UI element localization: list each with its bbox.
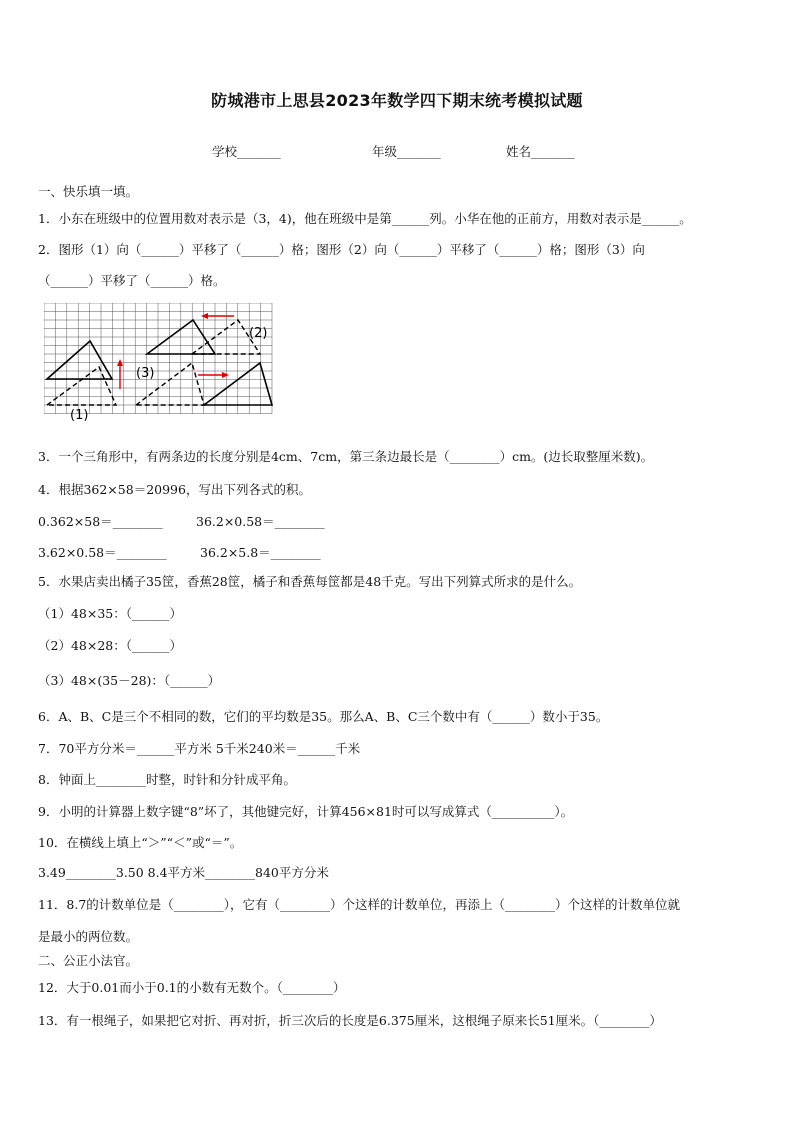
question-2-line-1: 2．图形（1）向（______）平移了（______）格；图形（2）向（______）平移了（______）格；图形（3）向 [38, 242, 645, 257]
question-13: 13．有一根绳子，如果把它对折、再对折，折三次后的长度是6.375厘米，这根绳子原来长51厘米。（________） [38, 1013, 662, 1028]
question-11-line-2: 是最小的两位数。 [38, 929, 139, 944]
figure-label-1: (1) [70, 408, 89, 421]
question-7: 7．70平方分米＝______平方米 5千米240米＝______千米 [38, 741, 361, 756]
question-9: 9．小明的计算器上数字键“8”坏了，其他键完好，计算456×81时可以写成算式（__________）。 [38, 804, 574, 819]
grade-field: 年级_______ [372, 144, 441, 159]
question-5-item-2: （2）48×28：（______） [38, 638, 182, 653]
question-5: 5．水果店卖出橘子35筐，香蕉28筐，橘子和香蕉每筐都是48千克。写出下列算式所求的是什么。 [38, 574, 582, 589]
school-field: 学校_______ [212, 144, 281, 159]
question-3: 3．一个三角形中，有两条边的长度分别是4cm、7cm，第三条边最长是（________）cm。(边长取整厘米数)。 [38, 449, 654, 464]
question-6: 6．A、B、C是三个不相同的数，它们的平均数是35。那么A、B、C三个数中有（______）数小于35。 [38, 709, 609, 724]
triangle-1-moved [47, 367, 116, 405]
question-11-line-1: 11．8.7的计数单位是（________），它有（________）个这样的计数单位，再添上（________）个这样的计数单位就 [38, 897, 681, 912]
question-4-item-2: 36.2×0.58＝________ [196, 514, 325, 529]
question-8: 8．钟面上________时整，时针和分针成平角。 [38, 772, 296, 787]
question-4-item-4: 36.2×5.8＝________ [200, 545, 321, 560]
triangle-1 [47, 341, 112, 379]
question-5-item-1: （1）48×35：（______） [38, 606, 182, 621]
page-title: 防城港市上思县2023年数学四下期末统考模拟试题 [211, 91, 583, 110]
figure-label-2: (2) [249, 326, 268, 341]
question-10: 10．在横线上填上“＞”“＜”或“＝”。 [38, 835, 243, 850]
question-4-item-1: 0.362×58＝________ [38, 514, 163, 529]
question-12: 12．大于0.01而小于0.1的小数有无数个。（________） [38, 980, 346, 995]
question-1: 1．小东在班级中的位置用数对表示是（3，4)，他在班级中是第______列。小华在他的正前方，用数对表示是______。 [38, 211, 692, 226]
question-10-items: 3.49________3.50 8.4平方米________840平方分米 [38, 865, 329, 880]
question-2-line-2: （______）平移了（______）格。 [38, 273, 226, 288]
translation-figure [44, 303, 274, 421]
figure-label-3: (3) [136, 366, 155, 381]
section-2-heading: 二、公正小法官。 [38, 953, 139, 968]
question-5-item-3: （3）48×(35－28)：（______） [38, 673, 221, 688]
name-field: 姓名_______ [506, 144, 575, 159]
question-4: 4．根据362×58＝20996，写出下列各式的积。 [38, 482, 311, 497]
question-4-item-3: 3.62×0.58＝________ [38, 545, 167, 560]
section-1-heading: 一、快乐填一填。 [38, 184, 139, 199]
